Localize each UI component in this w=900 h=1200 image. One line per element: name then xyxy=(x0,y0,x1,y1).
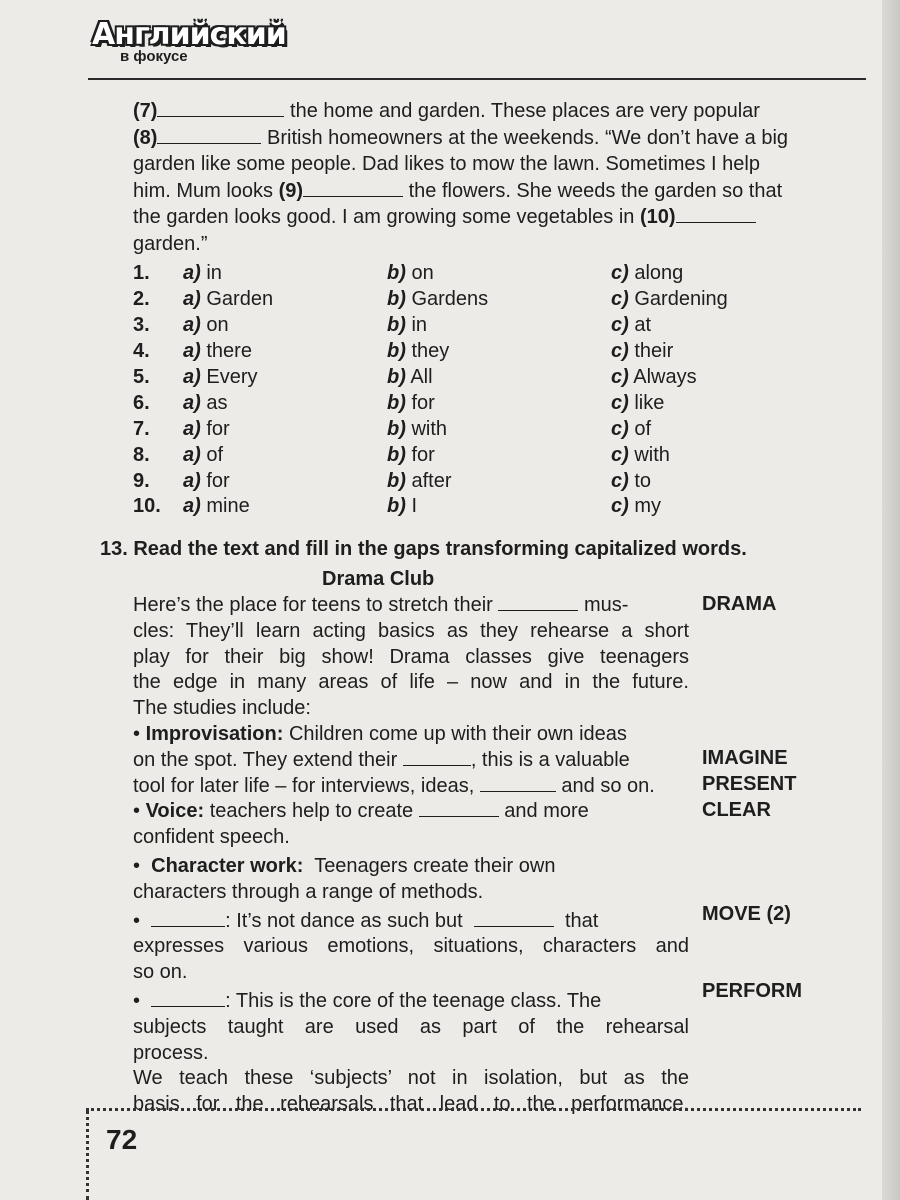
text-title: Drama Club xyxy=(322,568,435,590)
option-b: b) after xyxy=(387,469,452,492)
option-row xyxy=(133,339,728,365)
gap-blank xyxy=(498,594,578,611)
option-b: b) on xyxy=(387,262,434,285)
bullet-icon: • xyxy=(133,800,141,823)
passage-line: the flowers. She weeds the garden so that xyxy=(403,179,783,202)
option-c: c) Always xyxy=(611,366,697,388)
gap-blank xyxy=(157,100,284,117)
option-number: 4. xyxy=(133,340,150,363)
gap-blank xyxy=(151,990,225,1007)
passage-line: garden like some people. Dad likes to mow the lawn. Sometimes I help xyxy=(133,153,760,175)
logo-title: Английский xyxy=(92,17,286,52)
text-line: Here’s the place for teens to stretch their mus- xyxy=(133,594,629,616)
option-row xyxy=(133,416,728,442)
gap-blank xyxy=(157,127,261,144)
option-a: a) Garden xyxy=(183,288,274,311)
text-line: expresses various emotions, situations, characters and xyxy=(133,935,689,958)
option-c: c) my xyxy=(611,495,662,518)
gap-blank xyxy=(151,910,225,927)
text-line: • Voice: teachers help to create and more xyxy=(133,800,589,823)
option-a: a) of xyxy=(183,443,224,466)
option-b: b) for xyxy=(387,443,435,466)
text-line: tool for later life – for interviews, ideas, and so on. xyxy=(133,774,655,797)
keyword-perform: PERFORM xyxy=(702,980,802,1002)
option-b: b) Gardens xyxy=(387,288,489,311)
option-c: c) to xyxy=(611,469,652,492)
bullet-icon: • xyxy=(133,854,141,877)
keyword-clear: CLEAR xyxy=(702,799,771,821)
keyword-drama: DRAMA xyxy=(702,593,777,615)
option-c: c) with xyxy=(611,443,670,466)
option-row xyxy=(133,287,728,313)
keyword-move: MOVE (2) xyxy=(702,903,791,925)
option-c: c) like xyxy=(611,391,665,414)
bullet-icon: • xyxy=(133,989,141,1012)
option-row xyxy=(133,442,728,468)
option-number: 5. xyxy=(133,366,150,388)
option-number: 3. xyxy=(133,314,150,337)
text-line: • : It’s not dance as such but that xyxy=(133,909,599,932)
bullet-icon: • xyxy=(133,909,141,932)
page-edge xyxy=(882,0,900,1200)
passage-line: British homeowners at the weekends. “We don’t have a big xyxy=(261,126,789,149)
gap-number: (8) xyxy=(133,126,158,149)
option-a: a) for xyxy=(183,469,230,492)
gap-blank xyxy=(419,800,499,817)
option-number: 10. xyxy=(133,495,161,518)
option-b: b) for xyxy=(387,391,435,414)
text-line: play for their big show! Drama classes give teenagers xyxy=(133,645,689,668)
text-line: basis for the rehearsals that lead to the performance. xyxy=(133,1093,689,1116)
option-c: c) Gardening xyxy=(611,288,728,311)
text-line: on the spot. They extend their , this is a valuable xyxy=(133,748,630,771)
option-a: a) as xyxy=(183,391,228,414)
option-b: b) in xyxy=(387,314,428,337)
option-number: 8. xyxy=(133,443,150,466)
option-number: 1. xyxy=(133,262,150,285)
option-number: 6. xyxy=(133,391,150,414)
option-row xyxy=(133,468,728,494)
option-a: a) there xyxy=(183,340,252,363)
option-row xyxy=(133,494,728,520)
text-line: The studies include: xyxy=(133,697,311,720)
options-table xyxy=(133,261,728,520)
text-line: characters through a range of methods. xyxy=(133,880,484,903)
option-a: a) mine xyxy=(183,495,250,518)
option-a: a) for xyxy=(183,417,230,440)
gap-blank xyxy=(474,910,554,927)
text-line: • Character work: Teenagers create their own xyxy=(133,854,556,877)
keyword-present: PRESENT xyxy=(702,773,797,795)
option-c: c) their xyxy=(611,340,674,363)
keyword-imagine: IMAGINE xyxy=(702,747,788,769)
passage-section xyxy=(133,98,871,520)
option-a: a) Every xyxy=(183,366,258,388)
option-c: c) along xyxy=(611,262,684,285)
gap-blank xyxy=(676,206,756,223)
option-number: 2. xyxy=(133,288,150,311)
text-line: subjects taught are used as part of the rehearsal xyxy=(133,1015,689,1038)
option-number: 9. xyxy=(133,469,150,492)
page-number: 72 xyxy=(106,1124,138,1155)
passage-text xyxy=(133,98,871,257)
option-a: a) on xyxy=(183,314,229,337)
option-number: 7. xyxy=(133,417,150,440)
option-b: b) with xyxy=(387,417,448,440)
passage-line: the garden looks good. I am growing some vegetables in xyxy=(133,206,640,228)
bullet-icon: • xyxy=(133,722,141,745)
passage-line: him. Mum looks xyxy=(133,179,279,202)
passage-line: garden.” xyxy=(133,232,208,255)
text-line: • : This is the core of the teenage class. The xyxy=(133,989,602,1012)
gap-blank xyxy=(303,180,403,197)
exercise-heading: 13. Read the text and fill in the gaps transforming capitalized words. xyxy=(100,538,747,560)
option-a: a) in xyxy=(183,262,222,285)
option-row xyxy=(133,261,728,287)
header-rule xyxy=(88,78,866,80)
gap-blank xyxy=(480,775,556,792)
option-b: b) All xyxy=(387,366,433,388)
text-line: • Improvisation: Children come up with their own ideas xyxy=(133,722,627,745)
gap-number: (7) xyxy=(133,100,158,122)
footer-rule xyxy=(86,1108,861,1111)
series-logo xyxy=(92,17,286,65)
text-line: We teach these ‘subjects’ not in isolation, but as the xyxy=(133,1067,689,1090)
text-line: confident speech. xyxy=(133,826,290,849)
footer-margin xyxy=(86,1110,89,1200)
gap-number: (10) xyxy=(639,206,676,228)
option-c: c) of xyxy=(611,417,652,440)
text-line: the edge in many areas of life – now and in the future. xyxy=(133,671,689,694)
text-line: cles: They’ll learn acting basics as they rehearse a short xyxy=(133,619,689,642)
option-b: b) I xyxy=(387,495,418,518)
passage-line: the home and garden. These places are very popular xyxy=(284,100,760,122)
option-row xyxy=(133,365,728,391)
option-c: c) at xyxy=(611,314,652,337)
logo-subtitle: в фокусе xyxy=(120,48,188,65)
drama-club-text xyxy=(133,593,689,1118)
gap-blank xyxy=(403,749,471,766)
text-line: so on. xyxy=(133,961,188,984)
text-line: process. xyxy=(133,1041,209,1064)
option-row xyxy=(133,313,728,339)
gap-number: (9) xyxy=(278,179,304,202)
option-b: b) they xyxy=(387,340,450,363)
option-row xyxy=(133,390,728,416)
